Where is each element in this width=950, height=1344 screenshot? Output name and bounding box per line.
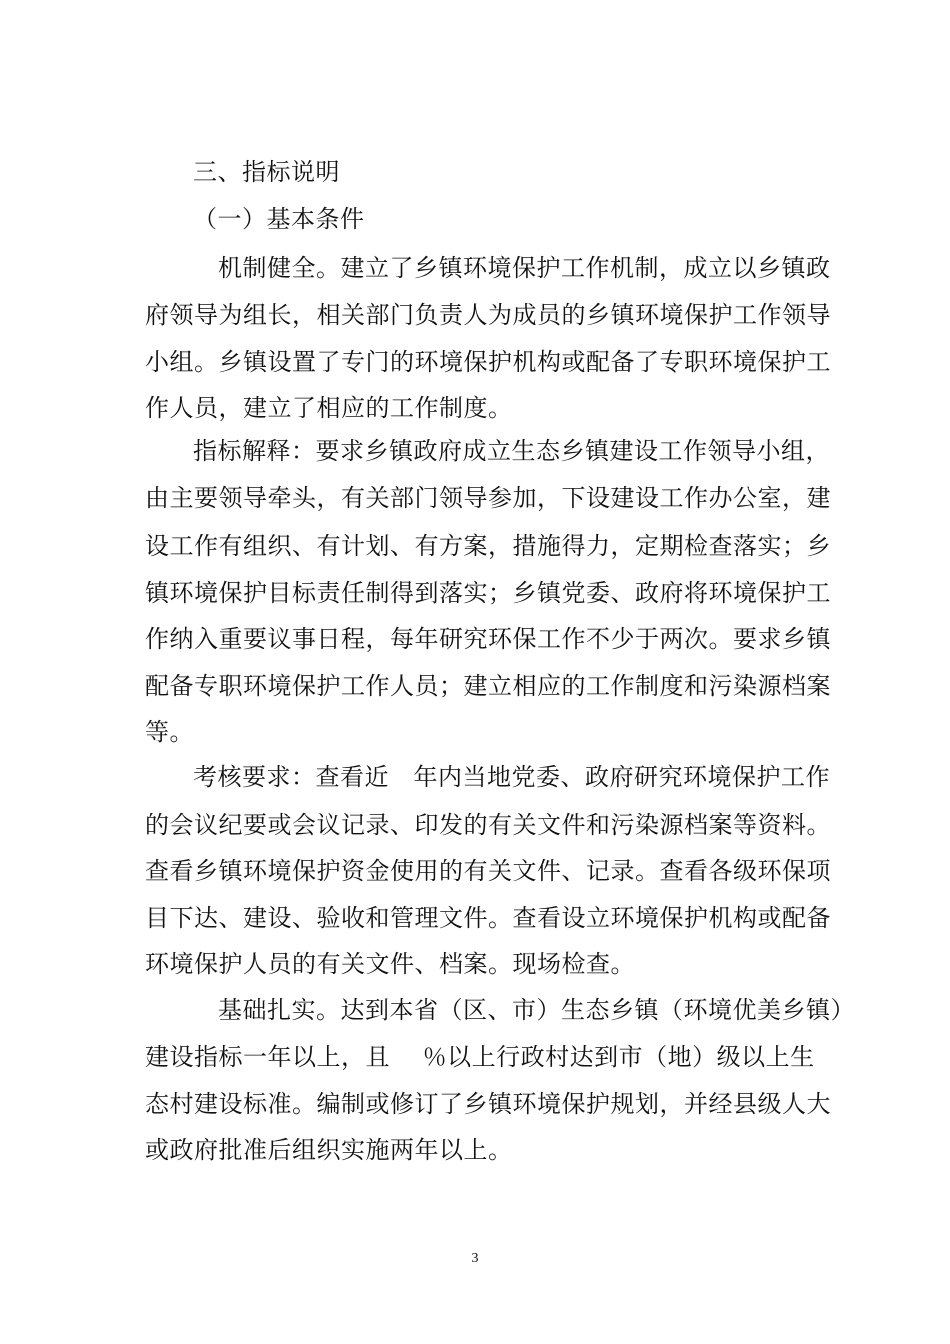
paragraph-2-line-2: 由主要领导牵头，有关部门领导参加，下设建设工作办公室，建	[145, 484, 831, 512]
paragraph-2-line-5: 作纳入重要议事日程，每年研究环保工作不少于两次。要求乡镇	[145, 625, 831, 653]
page-number: 3	[471, 1251, 479, 1266]
paragraph-3-line-2: 的会议纪要或会议记录、印发的有关文件和污染源档案等资料。	[145, 811, 831, 839]
section-heading: 三、指标说明	[193, 158, 340, 186]
paragraph-3-line-4: 目下达、建设、验收和管理文件。查看设立环境保护机构或配备	[145, 904, 831, 932]
paragraph-1-line-1: 机制健全。建立了乡镇环境保护工作机制，成立以乡镇政	[218, 254, 831, 282]
paragraph-4-line-3: 态村建设标准。编制或修订了乡镇环境保护规划，并经县级人大	[145, 1090, 831, 1118]
paragraph-2-line-7: 等。	[145, 718, 194, 746]
paragraph-2-line-3: 设工作有组织、有计划、有方案，措施得力，定期检查落实；乡	[145, 532, 831, 560]
paragraph-4-line-4: 或政府批准后组织实施两年以上。	[145, 1136, 513, 1164]
paragraph-3-line-1: 考核要求：查看近 年内当地党委、政府研究环境保护工作	[193, 763, 830, 791]
paragraph-1-line-2: 府领导为组长，相关部门负责人为成员的乡镇环境保护工作领导	[145, 301, 831, 329]
paragraph-2-line-6: 配备专职环境保护工作人员；建立相应的工作制度和污染源档案	[145, 672, 831, 700]
paragraph-3-line-5: 环境保护人员的有关文件、档案。现场检查。	[145, 950, 635, 978]
paragraph-1-line-4: 作人员，建立了相应的工作制度。	[145, 394, 513, 422]
paragraph-3-line-3: 查看乡镇环境保护资金使用的有关文件、记录。查看各级环保项	[145, 857, 831, 885]
paragraph-2-line-1: 指标解释：要求乡镇政府成立生态乡镇建设工作领导小组，	[193, 437, 830, 465]
paragraph-1-line-3: 小组。乡镇设置了专门的环境保护机构或配备了专职环境保护工	[145, 348, 831, 376]
paragraph-2-line-4: 镇环境保护目标责任制得到落实；乡镇党委、政府将环境保护工	[145, 579, 831, 607]
paragraph-4-line-2: 建设指标一年以上，且 ％以上行政村达到市（地）级以上生	[145, 1043, 815, 1071]
paragraph-4-line-1: 基础扎实。达到本省（区、市）生态乡镇（环境优美乡镇）	[218, 996, 855, 1024]
subsection-heading: （一）基本条件	[193, 205, 365, 233]
